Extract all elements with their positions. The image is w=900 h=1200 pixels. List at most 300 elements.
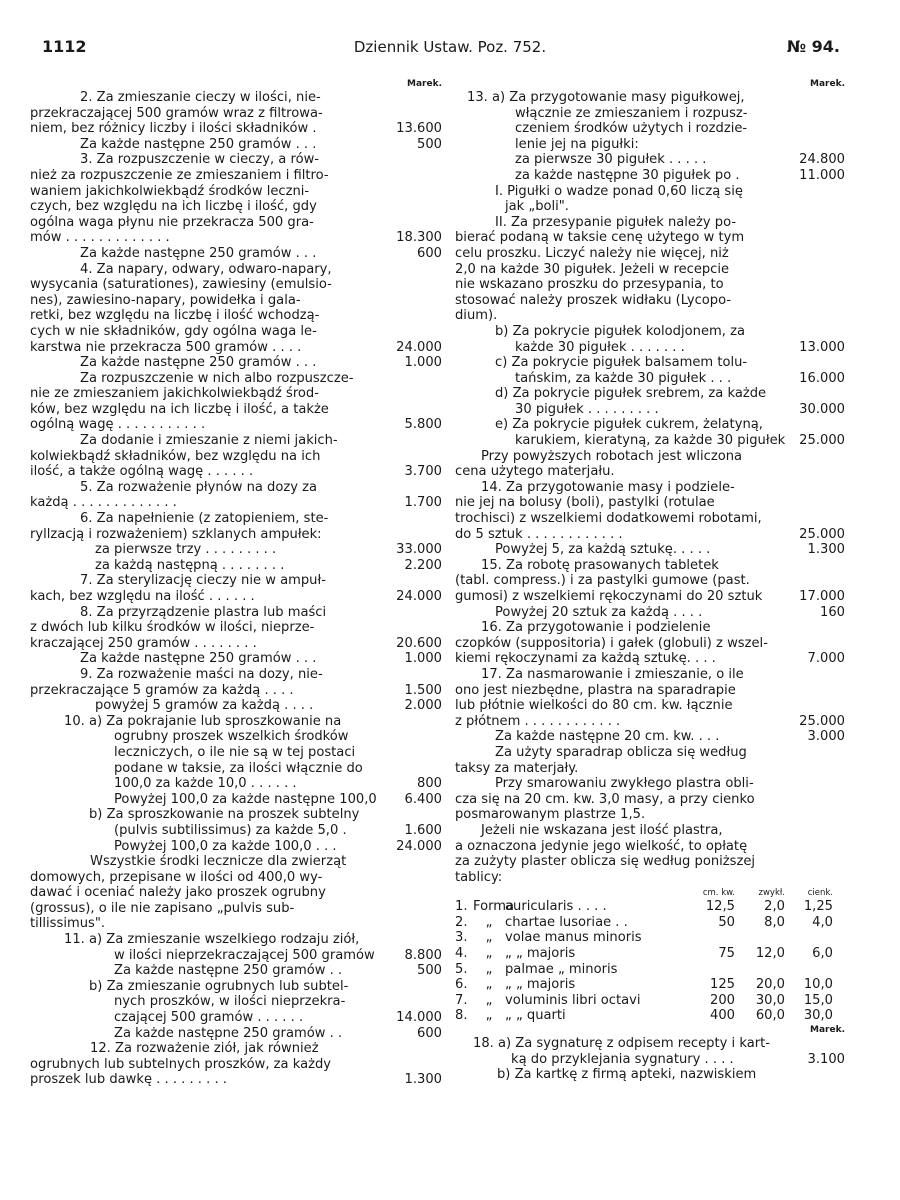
line-value: 24.000 (396, 589, 442, 604)
right-column-lines-after (455, 1036, 845, 1083)
table-cell: 400 (710, 1008, 735, 1024)
text-line (455, 527, 845, 543)
table-cell: „ (485, 961, 493, 977)
text-line (30, 1057, 442, 1073)
table-cell: „ „ majoris (505, 977, 576, 993)
table-row (455, 915, 845, 931)
line-text: Za każde następne 250 gramów . . . (80, 651, 317, 667)
column-header: cienk. (807, 888, 833, 899)
line-text: czającej 500 gramów . . . . . . (114, 1010, 304, 1026)
text-line (455, 620, 845, 636)
line-text: posmarowanym plastrze 1,5. (455, 807, 646, 823)
line-value: 1.300 (807, 542, 845, 558)
text-line (30, 589, 442, 605)
text-line (455, 355, 845, 371)
text-line (455, 417, 845, 433)
text-line (455, 495, 845, 511)
line-text: każdą . . . . . . . . . . . . . (30, 495, 177, 511)
text-line (30, 277, 442, 293)
text-line (455, 277, 845, 293)
text-line (30, 932, 442, 948)
line-value: 24.000 (396, 838, 442, 854)
text-line (455, 464, 845, 480)
line-text: 7. Za sterylizację cieczy nie w ampuł- (80, 573, 326, 589)
line-text: 6. Za napełnienie (z zatopieniem, ste- (80, 511, 329, 527)
table-cell: „ (485, 946, 493, 962)
table-cell (685, 930, 735, 946)
text-line (455, 683, 845, 699)
table-cell: 2,0 (764, 899, 785, 915)
line-text: Przy smarowaniu zwykłego plastra obli- (495, 776, 754, 792)
line-text: jak „boli". (505, 199, 569, 215)
line-text: ków, bez względu na ich liczbę i ilość, a także (30, 401, 329, 417)
text-line (30, 293, 442, 309)
line-text: tablicy: (455, 869, 503, 885)
text-line (455, 729, 845, 745)
line-text: ogólną wagę . . . . . . . . . . . (30, 417, 206, 433)
line-text: ogólna waga płynu nie przekracza 500 gra- (30, 214, 314, 230)
line-value: 25.000 (799, 713, 845, 729)
line-text: czych, bez względu na ich liczbę i ilość, gdy (30, 199, 317, 215)
text-line (30, 605, 442, 621)
line-value: 14.000 (396, 1010, 442, 1026)
table-cell: 12,5 (705, 899, 735, 915)
text-line (455, 480, 845, 496)
line-text: 2,0 na każde 30 pigułek. Jeżeli w recepcie (455, 261, 730, 277)
text-line (30, 542, 442, 558)
line-text: karstwa nie przekracza 500 gramów . . . . (30, 339, 302, 355)
table-cell: 12,0 (755, 946, 785, 962)
text-line (30, 870, 442, 886)
line-text: z płótnem . . . . . . . . . . . . (455, 713, 621, 729)
line-text: domowych, przepisane w ilości od 400,0 wy- (30, 869, 323, 885)
text-line (455, 184, 845, 200)
table-cell: „ (485, 1008, 493, 1024)
line-text: przekraczającej 500 gramów wraz z filtrowa- (30, 105, 323, 121)
right-column (455, 78, 845, 1083)
text-line (30, 308, 442, 324)
issue-number: № 94. (786, 37, 840, 56)
text-line (30, 683, 442, 699)
text-line (30, 948, 442, 964)
text-line (455, 667, 845, 683)
text-line (30, 807, 442, 823)
unit-label: Marek. (810, 1025, 845, 1036)
text-line (30, 417, 442, 433)
line-text: ką do przyklejania sygnatury . . . . (511, 1051, 734, 1067)
table-cell: 6,0 (812, 946, 833, 962)
text-line (30, 480, 442, 496)
line-value: 18.300 (396, 230, 442, 246)
line-text: wysycania (saturationes), zawiesiny (emulsio- (30, 277, 332, 293)
line-text: z dwóch lub kilku środków w ilości, nieprze- (30, 620, 315, 636)
text-line (455, 152, 845, 168)
line-text: proszek lub dawkę . . . . . . . . . (30, 1072, 227, 1088)
page-title: Dziennik Ustaw. Poz. 752. (353, 38, 547, 56)
line-text: d) Za pokrycie pigułek srebrem, za każde (495, 386, 767, 402)
line-text: 16. Za przygotowanie i podzielenie (481, 620, 711, 636)
text-line (30, 714, 442, 730)
text-line (455, 573, 845, 589)
text-line (455, 402, 845, 418)
line-text: nych proszków, w ilości nieprzekra- (114, 994, 346, 1010)
line-text: 3. Za rozpuszczenie w cieczy, a rów- (80, 152, 320, 168)
line-text: leczniczych, o ile nie są w tej postaci (114, 744, 356, 760)
line-text: za każde następne 30 pigułek po . (515, 167, 740, 183)
table-cell: 200 (710, 992, 735, 1008)
line-text: 100,0 za każde 10,0 . . . . . . (114, 776, 297, 792)
table-cell: 30,0 (803, 1008, 833, 1024)
line-text: waniem jakichkolwiekbądź środków leczni- (30, 183, 310, 199)
unit-label: Marek. (810, 79, 845, 89)
line-text: ilość, a także ogólną wagę . . . . . . (30, 464, 254, 480)
text-line (30, 246, 442, 262)
text-line (30, 620, 442, 636)
table-cell: voluminis libri octavi (505, 992, 641, 1008)
table-cell: 5. (455, 961, 468, 977)
table-row (455, 993, 845, 1009)
text-line (455, 371, 845, 387)
table-row (455, 930, 845, 946)
line-text: 13. a) Za przygotowanie masy pigułkowej, (467, 90, 745, 105)
line-value: 33.000 (396, 542, 442, 558)
text-line (30, 573, 442, 589)
line-text: przekraczające 5 gramów za każdą . . . . (30, 682, 294, 698)
text-line (455, 511, 845, 527)
line-value: 1.000 (404, 355, 442, 371)
line-text: e) Za pokrycie pigułek cukrem, żelatyną, (495, 417, 763, 433)
column-header: cm. kw. (702, 888, 735, 899)
text-line (455, 698, 845, 714)
text-line (30, 979, 442, 995)
text-line (455, 293, 845, 309)
line-text: Za użyty sparadrap oblicza się według (495, 744, 747, 760)
line-value: 3.100 (807, 1051, 845, 1067)
text-line (30, 449, 442, 465)
text-line (30, 885, 442, 901)
line-text: ono jest niezbędne, plastra na sparadrapie (455, 682, 736, 698)
table-cell: „ (485, 977, 493, 993)
line-value: 600 (417, 1025, 442, 1041)
text-line (30, 729, 442, 745)
table-row (455, 899, 845, 915)
text-line (30, 386, 442, 402)
line-value: 13.600 (396, 121, 442, 137)
line-value: 13.000 (799, 339, 845, 355)
column-header (473, 887, 505, 899)
line-text: 14. Za przygotowanie masy i podziele- (481, 479, 735, 495)
line-text: kraczającej 250 gramów . . . . . . . . (30, 635, 257, 651)
table-cell: 10,0 (803, 977, 833, 993)
line-value: 5.800 (404, 417, 442, 433)
line-text: kach, bez względu na ilość . . . . . . (30, 589, 255, 604)
line-text: tańskim, za każde 30 pigułek . . . (515, 370, 732, 386)
table-cell: 2. (455, 914, 468, 930)
text-line (30, 215, 442, 231)
table-cell: 15,0 (803, 992, 833, 1008)
line-text: niem, bez różnicy liczby i ilości składników . (30, 121, 317, 137)
text-line (30, 994, 442, 1010)
table-cell: 60,0 (755, 1008, 785, 1024)
text-line (30, 433, 442, 449)
line-text: nie jej na bolusy (boli), pastylki (rotulae (455, 495, 715, 511)
text-line (30, 636, 442, 652)
table-cell: 1,25 (803, 899, 833, 915)
line-text: taksy za materjały. (455, 760, 579, 776)
line-text: za pierwsze trzy . . . . . . . . . (95, 542, 277, 558)
line-text: Za każde następne 250 gramów . . . (80, 245, 317, 261)
line-value: 11.000 (799, 167, 845, 183)
line-value: 500 (417, 136, 442, 152)
text-line (455, 839, 845, 855)
line-text: Za każde następne 250 gramów . . . (80, 136, 317, 152)
line-text: 11. a) Za zmieszanie wszelkiego rodzaju ziół, (64, 932, 360, 948)
table-header (455, 887, 845, 899)
text-line (30, 152, 442, 168)
table-cell (685, 962, 735, 978)
line-text: 12. Za rozważenie ziół, jak również (90, 1041, 319, 1057)
column-header (505, 887, 685, 899)
line-text: 17. Za nasmarowanie i zmieszanie, o ile (481, 666, 744, 682)
line-text: lenie jej na pigułki: (515, 136, 639, 152)
table-cell: palmae „ minoris (505, 961, 618, 977)
table-cell: 7. (455, 992, 468, 1008)
table-cell: 75 (718, 946, 735, 962)
table-cell: Forma (473, 899, 515, 915)
text-line (30, 698, 442, 714)
line-text: cena użytego materjału. (455, 464, 615, 480)
page-header (0, 0, 900, 60)
text-line (455, 324, 845, 340)
text-line (455, 761, 845, 777)
table-cell: 1. (455, 899, 468, 915)
line-text: Jeżeli nie wskazana jest ilość plastra, (481, 822, 723, 838)
line-text: 18. a) Za sygnaturę z odpisem recepty i kart- (473, 1036, 770, 1052)
text-line (455, 807, 845, 823)
line-text: za każdą następną . . . . . . . . (95, 557, 285, 573)
text-line (455, 90, 845, 106)
line-value: 500 (417, 963, 442, 979)
line-text: mów . . . . . . . . . . . . . (30, 230, 170, 246)
table-cell: „ (485, 914, 493, 930)
text-line (30, 184, 442, 200)
line-text: cych w nie składników, gdy ogólna waga le- (30, 323, 317, 339)
line-text: nie wskazano proszku do przesypania, to (455, 277, 724, 293)
line-text: tillissimus". (30, 916, 106, 932)
line-value: 25.000 (799, 526, 845, 542)
text-line (30, 963, 442, 979)
line-text: cza się na 20 cm. kw. 3,0 masy, a przy cienko (455, 791, 755, 807)
table-cell: volae manus minoris (505, 930, 642, 946)
table-row (455, 977, 845, 993)
text-line (455, 121, 845, 137)
text-line (30, 916, 442, 932)
line-text: Powyżej 5, za każdą sztukę. . . . . (495, 542, 711, 558)
text-line (30, 230, 442, 246)
text-line (30, 402, 442, 418)
line-text: trochisci) z wszelkiemi dodatkowemi robotami, (455, 511, 762, 527)
text-line (455, 589, 845, 605)
line-value: 8.800 (404, 947, 442, 963)
line-value: 3.700 (404, 464, 442, 480)
left-column (30, 78, 442, 1088)
line-text: (tabl. compress.) i za pastylki gumowe (past. (455, 573, 750, 589)
text-line (455, 246, 845, 262)
right-column-lines (455, 90, 845, 885)
table-cell: „ (485, 992, 493, 1008)
line-text: Za każde następne 250 gramów . . . (80, 355, 317, 371)
line-text: I. Pigułki o wadze ponad 0,60 liczą się (495, 183, 743, 199)
page-number: 1112 (42, 37, 87, 56)
text-line (30, 1010, 442, 1026)
line-value: 1.300 (404, 1072, 442, 1088)
line-value: 6.400 (404, 791, 442, 807)
line-value: 600 (417, 245, 442, 261)
line-text: nes), zawiesino-napary, powidełka i gala- (30, 292, 301, 308)
line-text: Za każde następne 250 gramów . . (114, 1025, 343, 1041)
text-line (30, 90, 442, 106)
line-text: za pierwsze 30 pigułek . . . . . (515, 152, 707, 168)
text-line (455, 542, 845, 558)
line-text: Powyżej 20 sztuk za każdą . . . . (495, 604, 703, 620)
table-cell: 20,0 (755, 977, 785, 993)
text-line (455, 449, 845, 465)
line-text: dawać i oceniać należy jako proszek ogrubny (30, 885, 326, 901)
text-line (30, 776, 442, 792)
table-cell (785, 930, 833, 946)
line-text: podane w taksie, za ilości włącznie do (114, 760, 363, 776)
text-line (30, 761, 442, 777)
line-value: 1.000 (404, 651, 442, 667)
line-text: ryllzacją i rozważeniem) szklanych ampułek: (30, 526, 322, 542)
line-text: gumosi) z wszelkiemi rękoczynami do 20 sztuk (455, 589, 763, 604)
line-value: 800 (417, 776, 442, 792)
line-text: Za rozpuszczenie w nich albo rozpuszcze- (80, 370, 354, 386)
line-text: 30 pigułek . . . . . . . . . (515, 401, 659, 417)
line-text: 5. Za rozważenie płynów na dozy za (80, 479, 318, 495)
line-text: każde 30 pigułek . . . . . . . (515, 339, 685, 355)
text-line (455, 386, 845, 402)
line-text: 10. a) Za pokrajanie lub sproszkowanie na (64, 713, 342, 729)
table-cell: „ (485, 930, 493, 946)
line-text: za zużyty plaster oblicza się według poniższej (455, 854, 756, 870)
line-text: nież za rozpuszczenie ze zmieszaniem i filtro- (30, 167, 329, 183)
text-line (30, 106, 442, 122)
table-cell: 4. (455, 946, 468, 962)
line-value: 20.600 (396, 635, 442, 651)
line-text: 15. Za robotę prasowanych tabletek (481, 557, 719, 573)
text-line (455, 230, 845, 246)
table-cell: 125 (710, 977, 735, 993)
line-value: 1.500 (404, 682, 442, 698)
line-text: lub płótnie wielkości do 80 cm. kw. łącznie (455, 698, 733, 714)
line-text: kolwiekbądź składników, bez względu na ich (30, 448, 321, 464)
text-line (30, 168, 442, 184)
line-text: b) Za zmieszanie ogrubnych lub subtel- (89, 978, 349, 994)
text-line (30, 854, 442, 870)
line-value: 3.000 (807, 729, 845, 745)
text-line (30, 340, 442, 356)
line-text: czeniem środków użytych i rozdzie- (515, 121, 748, 137)
line-text: do 5 sztuk . . . . . . . . . . . . (455, 526, 623, 542)
text-line (30, 495, 442, 511)
line-text: ogrubnych lub subtelnych proszków, za każdy (30, 1056, 332, 1072)
text-line (455, 823, 845, 839)
text-line (30, 1072, 442, 1088)
table-row (455, 946, 845, 962)
line-text: Wszystkie środki lecznicze dla zwierząt (90, 854, 347, 870)
line-text: b) Za kartkę z firmą apteki, nazwiskiem (497, 1067, 757, 1083)
text-line (30, 651, 442, 667)
text-line (30, 823, 442, 839)
text-line (30, 1026, 442, 1042)
text-line (455, 776, 845, 792)
text-line (455, 137, 845, 153)
table-cell: 4,0 (812, 914, 833, 930)
line-text: powyżej 5 gramów za każdą . . . . (95, 698, 314, 714)
line-value: 1.600 (404, 822, 442, 838)
table-cell (735, 962, 785, 978)
line-value: 24.000 (396, 339, 442, 355)
line-text: (pulvis subtilissimus) za każde 5,0 . (114, 822, 347, 838)
text-line (455, 651, 845, 667)
line-text: włącznie ze zmieszaniem i rozpusz- (515, 105, 748, 121)
line-value: 2.200 (404, 557, 442, 573)
table-cell: 3. (455, 930, 468, 946)
text-line (30, 324, 442, 340)
table-cell: 6. (455, 977, 468, 993)
text-line (30, 464, 442, 480)
line-text: bierać podaną w taksie cenę użytego w tym (455, 230, 745, 246)
text-line (455, 199, 845, 215)
text-line (455, 1052, 845, 1068)
text-line (455, 433, 845, 449)
table-cell: chartae lusoriae . . (505, 914, 628, 930)
line-text: karukiem, kieratyną, za każde 30 pigułek (515, 433, 786, 449)
unit-label: Marek. (407, 79, 442, 89)
line-text: Za każde następne 20 cm. kw. . . . (495, 729, 720, 745)
column-header: zwykł. (758, 888, 785, 899)
text-line (455, 854, 845, 870)
line-value: 30.000 (799, 401, 845, 417)
text-line (30, 371, 442, 387)
column-header (455, 887, 473, 899)
line-text: czopków (suppositoria) i gałek (globuli) z wszel- (455, 635, 768, 651)
line-value: 160 (820, 604, 845, 620)
text-line (30, 558, 442, 574)
text-line (30, 137, 442, 153)
text-line (30, 1041, 442, 1057)
text-line (30, 355, 442, 371)
plaster-forms-table (455, 887, 845, 1024)
table-cell: 30,0 (755, 992, 785, 1008)
text-line (30, 839, 442, 855)
line-text: 9. Za rozważenie maści na dozy, nie- (80, 666, 323, 682)
table-cell: „ „ majoris (505, 946, 576, 962)
text-line (455, 1067, 845, 1083)
line-text: retki, bez względu na liczbę i ilość wchodzą- (30, 308, 320, 324)
line-value: 17.000 (799, 589, 845, 604)
table-cell (785, 962, 833, 978)
line-value: 24.800 (799, 152, 845, 168)
line-text: stosować należy proszek widłaku (Lycopo- (455, 292, 732, 308)
text-line (455, 262, 845, 278)
line-text: Przy powyższych robotach jest wliczona (481, 448, 743, 464)
line-text: 4. Za napary, odwary, odwaro-napary, (80, 261, 332, 277)
line-text: w ilości nieprzekraczającej 500 gramów (114, 947, 375, 963)
text-line (30, 511, 442, 527)
text-line (455, 168, 845, 184)
